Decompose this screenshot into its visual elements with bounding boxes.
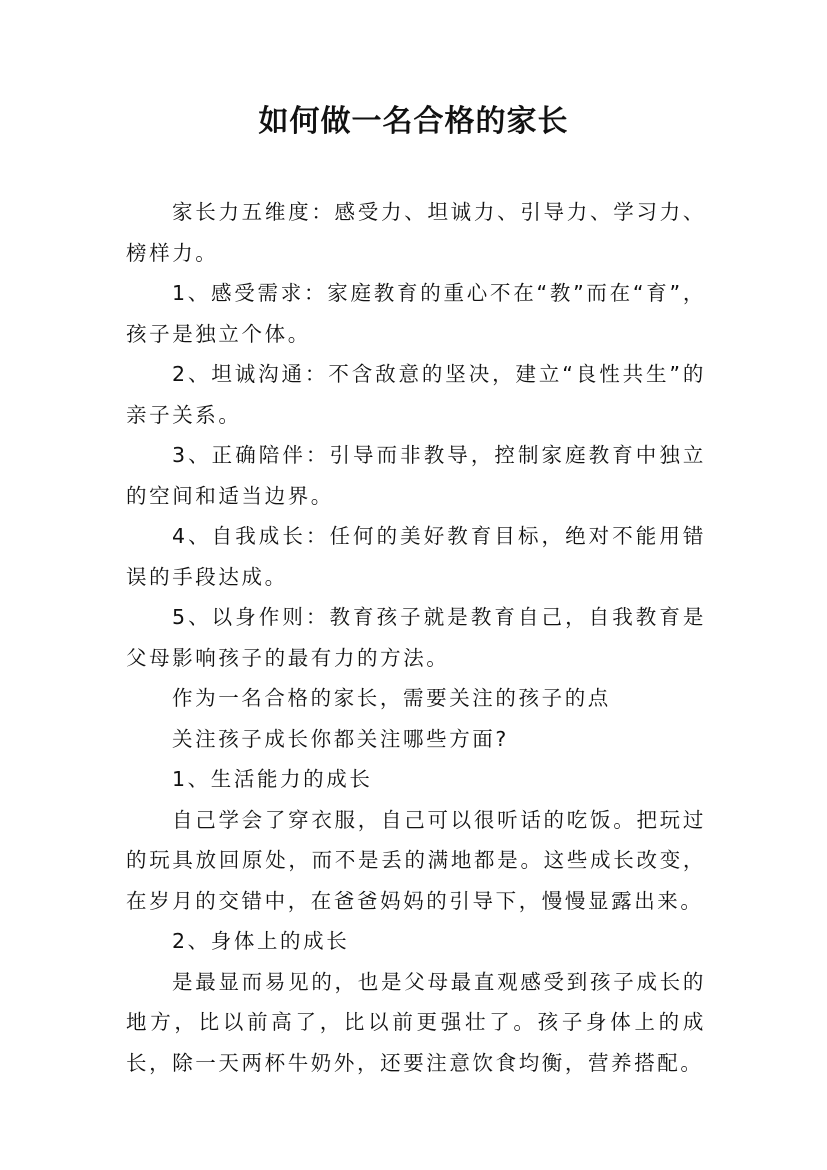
subheading-physical-growth: 2、身体上的成长 (172, 929, 350, 953)
document-title: 如何做一名合格的家长 (258, 104, 569, 139)
paragraph-question: 关注孩子成长你都关注哪些方面? (172, 726, 509, 751)
subheading-life-skills: 1、生活能力的成长 (172, 767, 373, 791)
paragraph-life-skills: 自己学会了穿衣服，自己可以很听话的吃饭。把玩过的玩具放回原处，而不是丢的满地都是。这些成长改变，在岁月的交错中，在爸爸妈妈的引导下，慢慢显露出来。 (126, 807, 706, 913)
paragraph-physical-growth: 是最显而易见的，也是父母最直观感受到孩子成长的地方，比以前高了，比以前更强壮了。孩子身体上的成长，除一天两杯牛奶外，还要注意饮食均衡，营养搭配。 (126, 969, 706, 1075)
paragraph-section-intro: 作为一名合格的家长，需要关注的孩子的点 (172, 686, 611, 710)
paragraph-five-dimensions: 家长力五维度：感受力、坦诚力、引导力、学习力、榜样力。 (126, 200, 706, 265)
paragraph-point-5: 5、以身作则：教育孩子就是教育自己，自我教育是父母影响孩子的最有力的方法。 (126, 605, 706, 670)
document-body (126, 192, 706, 1083)
paragraph-point-4: 4、自我成长：任何的美好教育目标，绝对不能用错误的手段达成。 (126, 524, 706, 589)
paragraph-point-2: 2、坦诚沟通：不含敌意的坚决，建立“良性共生”的亲子关系。 (126, 362, 706, 427)
paragraph-point-3: 3、正确陪伴：引导而非教导，控制家庭教育中独立的空间和适当边界。 (126, 443, 706, 508)
paragraph-point-1: 1、感受需求：家庭教育的重心不在“教”而在“育”，孩子是独立个体。 (126, 281, 706, 346)
